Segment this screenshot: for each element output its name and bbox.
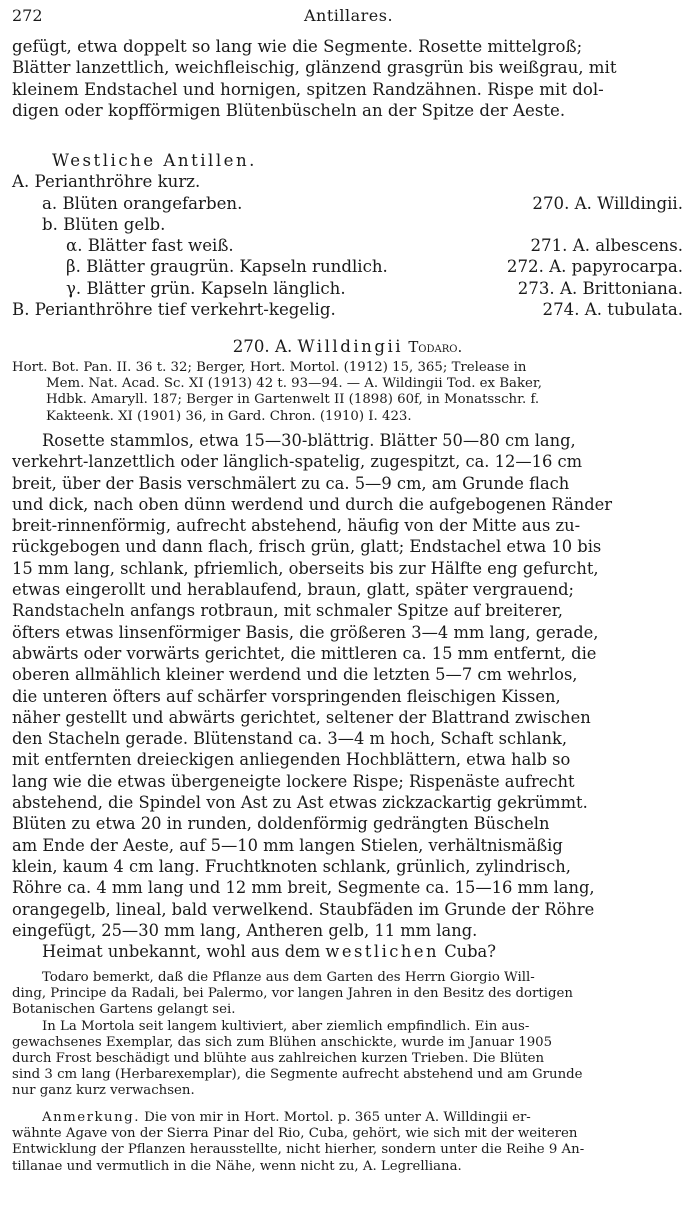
note-line: Todaro bemerkt, daß die Pflanze aus dem Garten des Herrn Giorgio Will- — [42, 970, 535, 985]
text-line: mit entfernten dreieckigen anliegenden Hochblättern, etwa halb so — [12, 750, 571, 770]
species-number: 270. A. — [232, 337, 293, 356]
text-line: Blüten zu etwa 20 in runden, doldenförmig gedrängten Büscheln — [12, 814, 550, 834]
key-row — [12, 256, 683, 277]
intro-paragraph — [12, 36, 683, 121]
running-title: Antillares. — [303, 6, 394, 25]
note-line: gewachsenes Exemplar, das sich zum Blühen anschickte, wurde im Januar 1905 — [12, 1034, 553, 1050]
note-line: durch Frost beschädigt und blühte aus zahlreichen kurzen Trieben. Die Blüten — [12, 1051, 545, 1067]
key-lead: b. Blüten gelb. — [42, 214, 166, 234]
habitat-suffix: Cuba? — [444, 942, 496, 962]
text-line: den Stacheln gerade. Blütenstand ca. 3—4 m hoch, Schaft schlank, — [12, 729, 568, 749]
reference-line: Kakteenk. XI (1901) 36, in Gard. Chron. (1910) I. 423. — [46, 408, 412, 424]
text-line: am Ende der Aeste, auf 5—10 mm langen Stielen, verhältnismäßig — [12, 835, 563, 855]
text-line: digen oder kopfförmigen Blütenbüscheln an der Spitze der Aeste. — [12, 100, 566, 120]
text-line: oberen allmählich kleiner werdend und die letzten 5—7 cm wehrlos, — [12, 665, 578, 685]
species-name: Willdingii — [297, 337, 404, 356]
notes-block — [12, 970, 683, 1100]
key-lead: β. Blätter graugrün. Kapseln rundlich. — [66, 257, 388, 277]
text-line: orangegelb, lineal, bald verwelkend. Staubfäden im Grunde der Röhre — [12, 899, 595, 919]
remark-text: Die von mir in Hort. Mortol. p. 365 unter A. Willdingii er- — [144, 1110, 531, 1125]
key-lead: a. Blüten orangefarben. — [42, 193, 243, 213]
species-heading — [12, 336, 683, 358]
note-line: ding, Principe da Radali, bei Palermo, vor langen Jahren in den Besitz des dortigen — [12, 986, 573, 1002]
text-line: rückgebogen und dann flach, frisch grün, glatt; Endstachel etwa 10 bis — [12, 537, 602, 557]
text-line: 15 mm lang, schlank, pfriemlich, oberseits bis zur Hälfte eng gefurcht, — [12, 558, 599, 578]
key-row — [12, 193, 683, 214]
identification-key — [12, 150, 683, 320]
key-row — [12, 299, 683, 320]
reference-line: Hort. Bot. Pan. II. 36 t. 32; Berger, Hort. Mortol. (1912) 15, 365; Trelease in — [12, 360, 527, 375]
text-line: Röhre ca. 4 mm lang und 12 mm breit, Segmente ca. 15—16 mm lang, — [12, 878, 595, 898]
key-row — [12, 171, 683, 192]
remark-line: wähnte Agave von der Sierra Pinar del Rio, Cuba, gehört, wie sich mit der weiteren — [12, 1126, 578, 1142]
key-heading: Westliche Antillen. — [52, 151, 257, 170]
key-ref: 272. A. papyrocarpa. — [506, 257, 683, 277]
text-line: näher gestellt und abwärts gerichtet, seltener der Blattrand zwischen — [12, 707, 591, 727]
remark-label: Anmerkung. — [42, 1110, 140, 1125]
text-line: verkehrt-lanzettlich oder länglich-spatelig, zugespitzt, ca. 12—16 cm — [12, 452, 583, 472]
text-line: kleinem Endstachel und hornigen, spitzen Randzähnen. Rispe mit dol- — [12, 79, 604, 99]
key-row — [12, 278, 683, 299]
reference-line: Mem. Nat. Acad. Sc. XI (1913) 42 t. 93—94. — A. Wildingii Tod. ex Baker, — [46, 376, 543, 392]
key-row — [12, 235, 683, 256]
key-ref: 274. A. tubulata. — [542, 300, 683, 320]
key-lead: γ. Blätter grün. Kapseln länglich. — [66, 278, 346, 298]
text-line: lang wie die etwas übergeneigte lockere Rispe; Rispenäste aufrecht — [12, 771, 575, 791]
references-block — [12, 360, 683, 425]
habitat-text: Heimat unbekannt, wohl aus dem — [42, 942, 321, 962]
key-ref: 271. A. albescens. — [530, 236, 683, 256]
key-lead: α. Blätter fast weiß. — [66, 236, 234, 256]
page-number: 272 — [12, 6, 43, 25]
text-line: etwas eingerollt und herablaufend, braun, glatt, später vergrauend; — [12, 580, 575, 600]
key-row — [12, 214, 683, 235]
key-ref: 270. A. Willdingii. — [532, 193, 683, 213]
text-line: Blätter lanzettlich, weichfleischig, glänzend grasgrün bis weißgrau, mit — [12, 58, 617, 78]
text-line: gefügt, etwa doppelt so lang wie die Segmente. Rosette mittelgroß; — [12, 37, 583, 56]
page-header — [12, 6, 685, 30]
remark-line: Entwicklung der Pflanzen herausstellte, nicht hierher, sondern unter die Reihe 9 An- — [12, 1142, 585, 1158]
text-line: die unteren öfters auf schärfer vorspringenden fleischigen Kissen, — [12, 686, 561, 706]
text-line: Rosette stammlos, etwa 15—30-blättrig. Blätter 50—80 cm lang, — [42, 431, 576, 450]
text-line: Randstacheln anfangs rotbraun, mit schmaler Spitze auf breiterer, — [12, 601, 563, 621]
text-line: öfters etwas linsenförmiger Basis, die größeren 3—4 mm lang, gerade, — [12, 622, 599, 642]
note-line: nur ganz kurz verwachsen. — [12, 1083, 195, 1099]
text-line: klein, kaum 4 cm lang. Fruchtknoten schlank, grünlich, zylindrisch, — [12, 856, 571, 876]
key-lead: A. Perianthröhre kurz. — [12, 172, 201, 192]
species-author: Todaro. — [408, 338, 463, 356]
note-line: sind 3 cm lang (Herbarexemplar), die Segmente aufrecht abstehend und am Grunde — [12, 1067, 583, 1083]
habitat-line — [12, 941, 683, 962]
reference-line: Hdbk. Amaryll. 187; Berger in Gartenwelt II (1898) 60f, in Monatsschr. f. — [46, 392, 540, 408]
note-line: In La Mortola seit langem kultiviert, aber ziemlich empfindlich. Ein aus- — [42, 1018, 530, 1034]
remark-line — [12, 1110, 683, 1126]
habitat-spaced: westlichen — [325, 942, 439, 962]
text-line: breit-rinnenförmig, aufrecht abstehend, häufig von der Mitte aus zu- — [12, 516, 581, 536]
key-ref: 273. A. Brittoniana. — [517, 278, 683, 298]
text-line: abwärts oder vorwärts gerichtet, die mittleren ca. 15 mm entfernt, die — [12, 643, 597, 663]
key-lead: B. Perianthröhre tief verkehrt-kegelig. — [12, 300, 336, 320]
text-line: und dick, nach oben dünn werdend und durch die aufgebogenen Ränder — [12, 494, 613, 514]
remark-line: tillanae und vermutlich in die Nähe, wenn nicht zu, A. Legrelliana. — [12, 1158, 462, 1174]
description-paragraph — [12, 430, 683, 962]
note-line: Botanischen Gartens gelangt sei. — [12, 1002, 236, 1018]
text-line: eingefügt, 25—30 mm lang, Antheren gelb, 11 mm lang. — [12, 920, 478, 940]
remark-block — [12, 1110, 683, 1175]
text-line: abstehend, die Spindel von Ast zu Ast etwas zickzackartig gekrümmt. — [12, 793, 588, 813]
text-line: breit, über der Basis verschmälert zu ca. 5—9 cm, am Grunde flach — [12, 473, 570, 493]
